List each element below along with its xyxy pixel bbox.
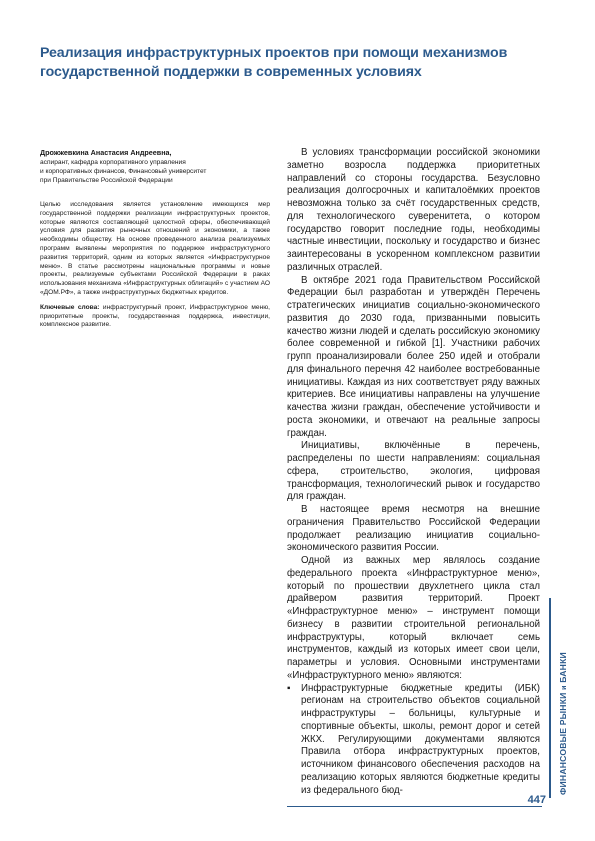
body-paragraph: В условиях трансформации российской экономики заметно возросла поддержка приоритетных направлений со стороны государства. Безусловно реализация долгосрочных и капиталоёмких проектов невозможна только за счёт государственных средств, для технологического суверенитета, о котором государство говорит последние годы, необходимы частные инвестиции, поскольку и государство и бизнес заинтересованы в ускоренном комплексном развитии различных отраслей. — [287, 147, 540, 273]
section-label-connector: и — [561, 685, 568, 690]
list-item-text: Инфраструктурные бюджетные кредиты (ИБК) регионам на строительство объектов социальной инфраструктуры – больницы, культурные и спортивные объекты, школы, ремонт дорог и сетей ЖКХ. Регулирующими документами являются Правила отбора инфраструктурных проектов, источником финансового обеспечения расходов на реализацию которых являются бюджетные кредиты из федерального бюд- — [301, 682, 540, 796]
instrument-list — [287, 683, 540, 798]
keywords-label: Ключевые слова: — [40, 303, 100, 311]
footer-rule — [287, 806, 542, 807]
section-label — [556, 595, 570, 795]
body-paragraph: В настоящее время несмотря на внешние ограничения Правительство Российской Федерации продолжает реализацию инициатив социально-экономического развития России. — [287, 504, 540, 554]
article-title: Реализация инфраструктурных проектов при помощи механизмов государственной поддержки в современных условиях — [40, 45, 508, 80]
left-column — [40, 148, 270, 330]
bullet-icon: ▪ — [287, 682, 291, 694]
keywords — [40, 304, 270, 330]
abstract: Целью исследования является установление имеющихся мер государственной поддержки реализации инфраструктурных проектов, которые являются составляющей целостной сферы, обеспечивающей условия для развития рыночных отношений и экономики, а также необходимы обществу. На основе проведенного анализа реализуемых программ выявлены мероприятия по поддержке инфраструктурного развития территорий, одним из которых является «Инфраструктурное меню». В статье рассмотрены национальные программы и новые проекты, реализуемые субъектами Российской Федерации в раках использования механизма «Инфраструктурных облигаций» с участием АО «ДОМ.РФ», а также инфраструктурных бюджетных кредитов. — [40, 201, 270, 296]
author-name: Дрожжевкина Анастасия Андреевна, — [40, 148, 172, 157]
body-paragraph: Одной из важных мер являлось создание федерального проекта «Инфраструктурное меню», который по прошествии двухлетнего цикла стал драйвером развития территорий. Проект «Инфраструктурное меню» – инструмент помощи бизнесу в развитии строительной региональной инфраструктуры, который включает семь инструментов, каждый из которых имеет свои цели, параметры и условия. Основными инструментами «Инфраструктурного меню» являются: — [287, 555, 540, 681]
author-affiliation: аспирант, кафедра корпоративного управления и корпоративных финансов, Финансовый университет при Правительстве Российской Федерации — [40, 159, 207, 184]
keywords-text: инфраструктурный проект, Инфраструктурное меню, приоритетные проекты, государственная поддержка, инвестиции, комплексное развитие. — [40, 303, 270, 329]
page-number: 447 — [527, 794, 546, 806]
section-label-prefix: ФИНАНСОВЫЕ РЫНКИ — [558, 689, 568, 795]
body-paragraph: Инициативы, включённые в перечень, распределены по шести направлениям: социальная сфера, строительство, экология, цифровая трансформация, технологический рывок и государство для граждан. — [287, 440, 540, 503]
list-item — [287, 683, 540, 798]
section-label-suffix: БАНКИ — [558, 652, 568, 686]
body-text — [287, 147, 540, 797]
body-paragraph: В октябре 2021 года Правительством Российской Федерации был разработан и утверждён Перечень стратегических инициатив социально-экономического развития до 2030 года, призванными повысить качество жизни людей и сделать российскую экономику более современной и гибкой [1]. Участники рабочих групп проанализировали более 250 идей и отобрали для финального перечня 42 наиболее востребованные инициативы. Каждая из них соответствует ряду важных критериев. Все инициативы направлены на улучшение качества жизни граждан, обеспечение устойчивости и роста экономики, и отвечают на реальные запросы граждан. — [287, 274, 540, 439]
